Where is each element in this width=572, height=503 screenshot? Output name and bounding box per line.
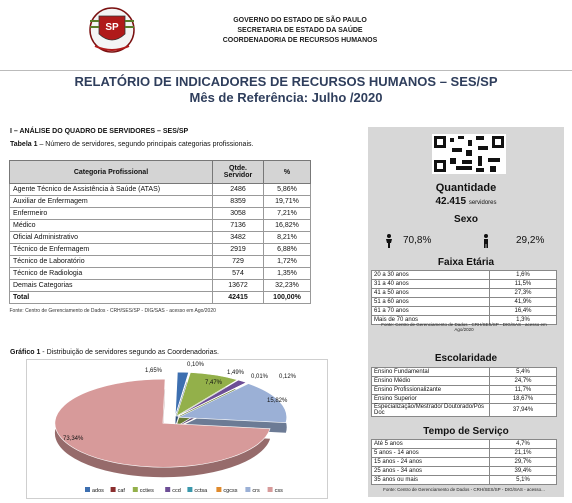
female-person-icon [385, 234, 393, 248]
male-percent: 29,2% [516, 235, 545, 246]
row-value: 3482 [213, 232, 264, 244]
row-value: 8359 [213, 196, 264, 208]
sex-label: Sexo [454, 214, 478, 225]
row-value: 5,86% [264, 184, 311, 196]
total-quantity: 42415 [213, 292, 264, 304]
org-line-coordination: COORDENADORIA DE RECURSOS HUMANOS [222, 37, 378, 44]
coordinations-pie-chart [27, 360, 327, 498]
row-value: 3058 [213, 208, 264, 220]
service-source: Fonte: Centro de Gerenciamento de Dados - CRH/SES/SP - DIG/SAS - acesso... [383, 487, 545, 492]
section-title: I – ANÁLISE DO QUADRO DE SERVIDORES – SES/SP [10, 128, 189, 135]
pie-data-label: 0,10% [187, 362, 205, 368]
row-value: 4,7% [490, 440, 557, 449]
row-label: 61 a 70 anos [372, 307, 490, 316]
female-percent: 70,8% [403, 235, 432, 246]
service-time-table [371, 439, 557, 485]
col-header-category: Categoria Profissional [10, 161, 213, 184]
quantity-unit: servidores [468, 200, 497, 206]
legend-swatch [216, 487, 221, 492]
age-row [372, 298, 557, 307]
col-header-quantity: Qtde. Servidor [213, 161, 264, 184]
pie-data-label: 73,34% [63, 436, 84, 442]
legend-swatch [111, 487, 116, 492]
row-label: 20 a 30 anos [372, 271, 490, 280]
row-label: Especialização/Mestrado/ Doutorado/Pós Doc [372, 404, 490, 417]
legend-swatch [268, 487, 273, 492]
row-value: 13672 [213, 280, 264, 292]
table-caption-label: Tabela 1 [10, 141, 38, 148]
legend-swatch [85, 487, 90, 492]
chart-caption-text: - Distribuição de servidores segundo as Coordenadorias. [40, 349, 219, 356]
legend-label: caf [117, 488, 125, 494]
row-label: 35 anos ou mais [372, 476, 490, 485]
qr-code-icon [432, 134, 506, 174]
legend-label: ccd [172, 488, 181, 494]
row-label: Oficial Administrativo [10, 232, 213, 244]
quantity-value: 42.415 [435, 196, 467, 207]
row-value: 7,21% [264, 208, 311, 220]
row-value: 32,23% [264, 280, 311, 292]
legend-label: cgcss [223, 488, 238, 494]
education-row [372, 404, 557, 417]
row-value: 1,35% [264, 268, 311, 280]
category-row [10, 256, 311, 268]
table-caption [10, 141, 253, 148]
education-row [372, 386, 557, 395]
row-label: 5 anos - 14 anos [372, 449, 490, 458]
legend-label: cctsa [194, 488, 208, 494]
row-value: 574 [213, 268, 264, 280]
report-title: RELATÓRIO DE INDICADORES DE RECURSOS HUMANOS – SES/SP [74, 74, 498, 89]
total-percent: 100,00% [264, 292, 311, 304]
education-row [372, 377, 557, 386]
male-person-icon [482, 234, 490, 248]
table-total-row [10, 292, 311, 304]
row-value: 2486 [213, 184, 264, 196]
education-row [372, 395, 557, 404]
row-value: 16,4% [490, 307, 557, 316]
row-value: 41,9% [490, 298, 557, 307]
legend-swatch [245, 487, 250, 492]
row-label: 31 a 40 anos [372, 280, 490, 289]
org-line-secretariat: SECRETARIA DE ESTADO DA SAÚDE [237, 27, 363, 34]
education-row [372, 368, 557, 377]
row-label: Ensino Profissionalizante [372, 386, 490, 395]
legend-label: ados [92, 488, 104, 494]
age-range-title: Faixa Etária [437, 257, 495, 268]
category-row [10, 184, 311, 196]
row-label: Auxiliar de Enfermagem [10, 196, 213, 208]
row-label: Técnico de Enfermagem [10, 244, 213, 256]
pie-data-label: 1,49% [227, 370, 245, 376]
col-header-percent: % [264, 161, 311, 184]
age-source: Fonte: Centro de Gerenciamento de Dados - CRH/SES/SP - DIG/SAS - acesso em Ago/2020 [381, 322, 547, 332]
row-value: 11,5% [490, 280, 557, 289]
row-value: 11,7% [490, 386, 557, 395]
chart-frame [26, 359, 328, 499]
pie-data-label: 15,82% [267, 398, 288, 404]
table-header-row [10, 161, 311, 184]
row-value: 1,3% [490, 316, 557, 325]
row-label: Ensino Superior [372, 395, 490, 404]
category-row [10, 220, 311, 232]
organization-header [160, 16, 440, 46]
row-value: 2919 [213, 244, 264, 256]
service-time-row [372, 476, 557, 485]
legend-label: crs [252, 488, 260, 494]
age-range-table [371, 270, 557, 325]
category-row [10, 196, 311, 208]
row-label: Ensino Médio [372, 377, 490, 386]
age-row [372, 280, 557, 289]
row-label: Médico [10, 220, 213, 232]
row-label: Técnico de Laboratório [10, 256, 213, 268]
quantity-label: Quantidade [435, 182, 497, 194]
quantity-value-line [368, 196, 564, 207]
row-value: 8,21% [264, 232, 311, 244]
pie-data-label: 7,47% [205, 380, 223, 386]
service-time-title: Tempo de Serviço [423, 426, 509, 437]
category-row [10, 244, 311, 256]
row-value: 27,3% [490, 289, 557, 298]
pie-data-label: 1,65% [145, 368, 163, 374]
row-value: 29,7% [490, 458, 557, 467]
category-row [10, 208, 311, 220]
row-label: Até 5 anos [372, 440, 490, 449]
row-label: Agente Técnico de Assistência à Saúde (ATAS) [10, 184, 213, 196]
reference-month: Mês de Referência: Julho /2020 [189, 90, 383, 105]
legend-label: ccties [139, 488, 154, 494]
chart-caption [10, 349, 219, 356]
row-value: 16,82% [264, 220, 311, 232]
table-source-cell [10, 304, 311, 317]
table-caption-text: – Número de servidores, segundo principais categorias profissionais. [37, 141, 254, 148]
row-value: 729 [213, 256, 264, 268]
row-value: 6,88% [264, 244, 311, 256]
row-label: 41 a 50 anos [372, 289, 490, 298]
row-value: 5,1% [490, 476, 557, 485]
service-time-row [372, 467, 557, 476]
total-label: Total [10, 292, 213, 304]
svg-text:SP: SP [105, 22, 119, 33]
servers-by-category-table [9, 160, 311, 316]
table-source: Fonte: Centro de Gerenciamento de Dados - CRH/SES/SP - DIG/SAS - acesso em Ago/2020 [9, 307, 216, 314]
education-table [371, 367, 557, 417]
chart-legend [85, 487, 283, 494]
legend-swatch [133, 487, 138, 492]
row-value: 18,67% [490, 395, 557, 404]
legend-swatch [187, 487, 192, 492]
header-divider [0, 70, 572, 71]
age-row [372, 289, 557, 298]
category-row [10, 268, 311, 280]
row-value: 19,71% [264, 196, 311, 208]
chart-caption-label: Gráfico 1 [10, 349, 41, 356]
row-value: 24,7% [490, 377, 557, 386]
education-title: Escolaridade [434, 353, 498, 364]
row-value: 1,72% [264, 256, 311, 268]
pie-data-label: 0,12% [279, 374, 297, 380]
row-label: 15 anos - 24 anos [372, 458, 490, 467]
row-value: 21,1% [490, 449, 557, 458]
sao-paulo-seal-logo [85, 6, 139, 54]
org-line-government: GOVERNO DO ESTADO DE SÃO PAULO [233, 17, 367, 24]
row-label: Ensino Fundamental [372, 368, 490, 377]
category-row [10, 232, 311, 244]
row-label: 25 anos - 34 anos [372, 467, 490, 476]
row-label: 51 a 60 anos [372, 298, 490, 307]
legend-label: css [274, 488, 283, 494]
category-row [10, 280, 311, 292]
row-value: 7136 [213, 220, 264, 232]
row-label: Mais de 70 anos [372, 316, 490, 325]
legend-swatch [165, 487, 170, 492]
row-value: 37,94% [490, 404, 557, 417]
service-time-row [372, 440, 557, 449]
row-value: 1,6% [490, 271, 557, 280]
row-label: Técnico de Radiologia [10, 268, 213, 280]
service-time-row [372, 458, 557, 467]
service-time-row [372, 449, 557, 458]
row-value: 39,4% [490, 467, 557, 476]
row-value: 5,4% [490, 368, 557, 377]
age-row [372, 307, 557, 316]
age-row [372, 271, 557, 280]
table-source-row [10, 304, 311, 317]
row-label: Enfermeiro [10, 208, 213, 220]
pie-data-label: 0,01% [251, 374, 269, 380]
row-label: Demais Categorias [10, 280, 213, 292]
